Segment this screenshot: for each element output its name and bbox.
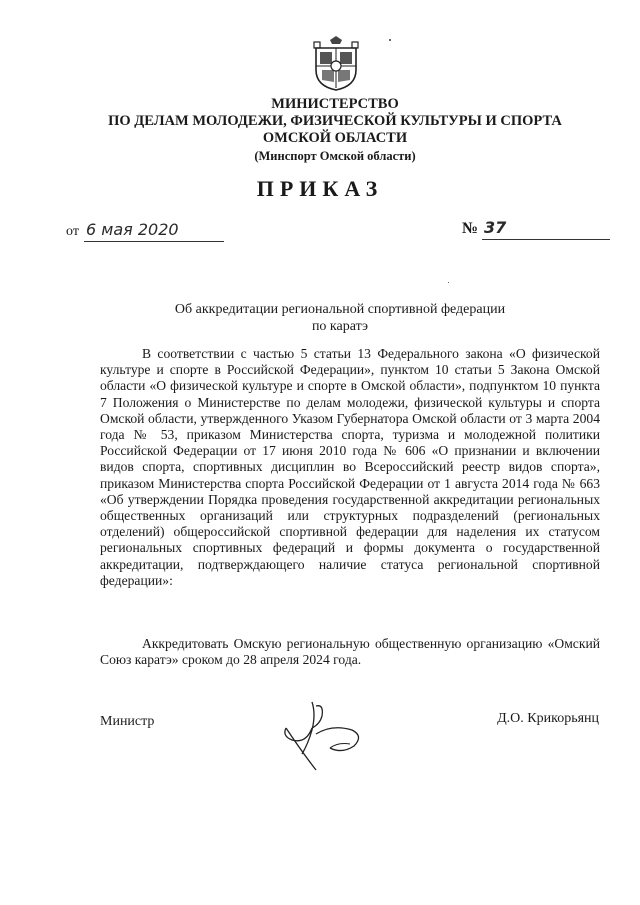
number-underline [482,239,610,240]
body-paragraph-1: В соответствии с частью 5 статьи 13 Федерального закона «О физической культуре и спорте в Российской Федерации», пунктом 10 статьи 5 Закона Омской области «О физической культуре и спорте в Омской области», подпунктом 10 пункта 7 Положения о Министерстве по делам молодежи, физической культуры и спорта Омской области, утвержденного Указом Губернатора Омской области от 3 марта 2004 года № 53, приказом Министерства спорта, туризма и молодежной политики Российской Федерации от 17 июня 2010 года № 606 «О признании и включении видов спорта, спортивных дисциплин во Всероссийский реестр видов спорта», приказом Министерства спорта Российской Федерации от 1 августа 2014 года № 663 «Об утверждении Порядка проведения государственной аккредитации региональных общественных организаций или структурных подразделений (региональных отделений) общероссийской спортивной федерации для наделения их статусом региональных спортивных федераций и формы документа о государственной аккредитации, подтверждающего наличие статуса региональной спортивной федерации»: [100,346,600,588]
ministry-line-3: ОМСКОЙ ОБЛАСТИ [262,130,408,146]
number-label: № [462,220,479,237]
date-value: 6 мая 2020 [86,220,179,239]
date-label: от [66,224,79,239]
subject-line-2: по каратэ [311,319,369,334]
scan-speck [448,282,449,283]
order-date [66,220,179,240]
signatory-name: Д.О. Крикорьянц [497,711,599,726]
scan-speck [389,39,391,41]
order-title: ПРИКАЗ [256,176,384,201]
subject-line-1: Об аккредитации региональной спортивной федерации [174,302,506,317]
signatory-role: Министр [100,714,155,729]
order-subject [150,301,530,335]
ministry-line-2: ПО ДЕЛАМ МОЛОДЕЖИ, ФИЗИЧЕСКОЙ КУЛЬТУРЫ И СПОРТА [108,113,562,129]
order-number [462,218,507,238]
handwritten-signature [272,694,372,778]
ministry-line-1: МИНИСТЕРСТВО [271,96,399,112]
body-paragraph-2: Аккредитовать Омскую региональную общественную организацию «Омский Союз каратэ» сроком до 28 апреля 2024 года. [100,636,600,668]
date-underline [84,241,224,242]
ministry-short-name: (Минспорт Омской области) [254,149,416,163]
ministry-block [100,96,570,166]
coat-of-arms-icon [312,36,360,92]
number-value: 37 [484,218,507,237]
